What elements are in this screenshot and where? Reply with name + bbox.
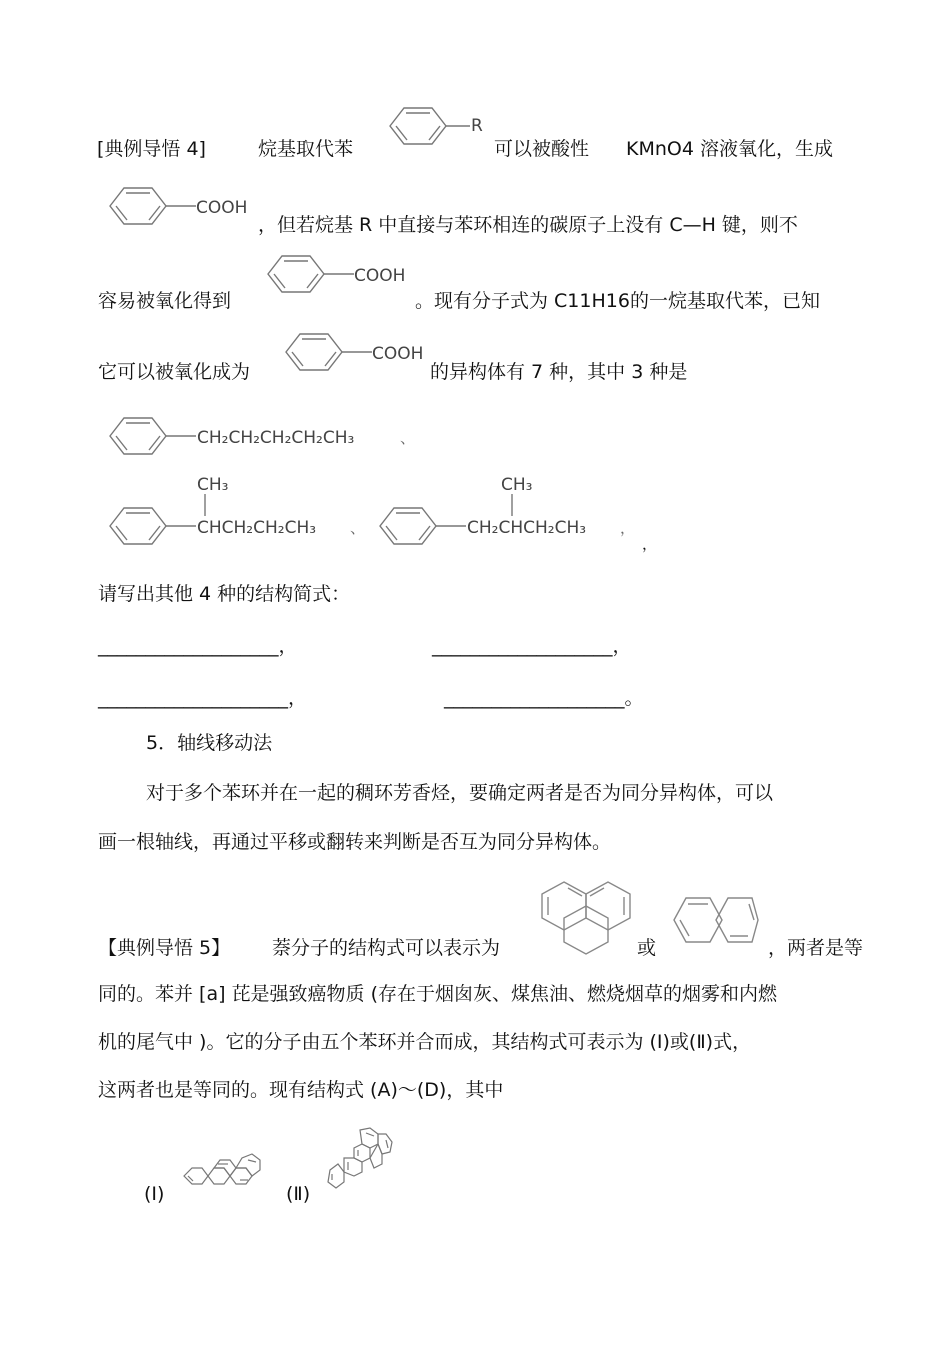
example4-reagent: KMnO4 溶液氧化，生成 <box>626 138 833 160</box>
branch-ch3: CH₃ <box>197 475 229 495</box>
chain-branch-1: CHCH₂CH₂CH₃ <box>197 518 317 538</box>
section5-para1: 对于多个苯环并在一起的稠环芳香烃，要确定两者是否为同分异构体，可以 <box>146 782 774 804</box>
example5-line4: 这两者也是等同的。现有结构式 (A)～(D)，其中 <box>98 1079 504 1101</box>
branched-structure-1 <box>104 470 384 560</box>
naphthalene-structure-horizontal <box>668 884 768 956</box>
benzopyrene-structure-I <box>178 1140 268 1202</box>
example4-after-struct: 可以被酸性 <box>494 138 590 160</box>
benzoic-acid-structure-3 <box>280 328 436 380</box>
example4-tag: [典例导悟 4] <box>97 138 206 160</box>
label-structure-I: (Ⅰ) <box>144 1183 165 1205</box>
answer-blank-2[interactable]: ___________________， <box>432 635 632 657</box>
example5-tag: 【典例导悟 5】 <box>98 937 231 959</box>
separator: 、 <box>400 429 416 447</box>
answer-blank-1[interactable]: ___________________， <box>98 635 298 657</box>
answer-blank-4[interactable]: ___________________。 <box>444 687 644 709</box>
naphthalene-structure-vertical <box>538 872 638 962</box>
chain-branch-2: CH₂CHCH₂CH₃ <box>467 518 587 538</box>
example4-line3b: 。现有分子式为 C11H16的一烷基取代苯，已知 <box>415 290 820 312</box>
section5-para2: 画一根轴线，再通过平移或翻转来判断是否互为同分异构体。 <box>98 831 612 853</box>
benzopyrene-structure-II <box>322 1124 394 1198</box>
pentylbenzene-structure <box>104 412 434 464</box>
example4-line4a: 它可以被氧化成为 <box>98 361 251 383</box>
example4-intro: 烷基取代苯 <box>258 138 354 160</box>
example5-or: 或 <box>637 937 657 959</box>
example4-line4b: 的异构体有 7 种，其中 3 种是 <box>430 361 688 383</box>
branched-structure-2 <box>374 470 664 560</box>
separator: ， <box>620 519 636 537</box>
chain-pentyl: CH₂CH₂CH₂CH₂CH₃ <box>197 428 355 448</box>
benzoic-acid-structure-1 <box>104 182 260 234</box>
example5-line2: 同的。苯并 [a] 芘是强致癌物质 (存在于烟囱灰、煤焦油、燃烧烟草的烟雾和内燃 <box>98 983 778 1005</box>
cooh-label: COOH <box>196 198 248 218</box>
example5-line3: 机的尾气中 )。它的分子由五个苯环并合而成，其结构式可表示为 (Ⅰ)或(Ⅱ)式， <box>98 1031 752 1053</box>
section5-heading: 5．轴线移动法 <box>146 732 273 754</box>
r-group-label: R <box>471 116 483 136</box>
example4-line3a: 容易被氧化得到 <box>98 290 232 312</box>
example5-line1-end: ，两者是等 <box>768 937 864 959</box>
separator: 、 <box>350 519 366 537</box>
cooh-label: COOH <box>372 344 424 364</box>
benzoic-acid-structure-2 <box>262 250 418 302</box>
answer-blank-3[interactable]: ____________________， <box>98 687 308 709</box>
label-structure-II: (Ⅱ) <box>286 1183 311 1205</box>
example5-intro: 萘分子的结构式可以表示为 <box>272 937 501 959</box>
example4-ask: 请写出其他 4 种的结构简式： <box>98 583 351 605</box>
separator: ， <box>642 535 658 553</box>
alkylbenzene-structure <box>380 100 492 160</box>
example4-line2: ，但若烷基 R 中直接与苯环相连的碳原子上没有 C—H 键，则不 <box>258 214 798 236</box>
cooh-label: COOH <box>354 266 406 286</box>
branch-ch3: CH₃ <box>501 475 533 495</box>
